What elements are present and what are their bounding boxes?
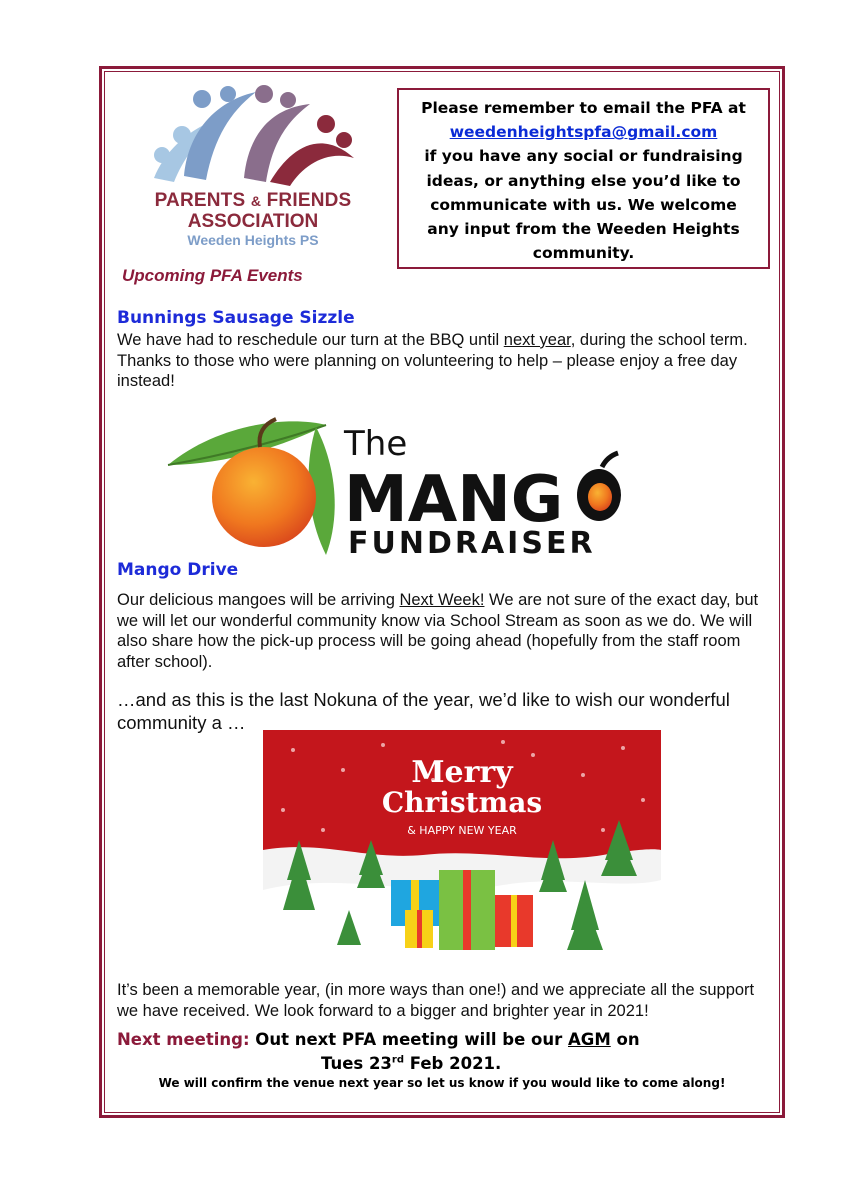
bunnings-text-b: , during the school term. Thanks to those who were planning on volunteering to help – please enjoy a free day instead! [117, 331, 748, 390]
date-month-year: Feb 2021. [404, 1054, 502, 1073]
email-reminder-box [397, 88, 770, 269]
memorable-year-paragraph: It’s been a memorable year, (in more ways than one!) and we appreciate all the support we have received. We look forward to a bigger and brighter year in 2021! [117, 981, 755, 1020]
mango-drive-heading: Mango Drive [117, 560, 239, 580]
next-meeting-label: Next meeting: [117, 1030, 250, 1049]
email-box-line5: communicate with us. We welcome [430, 195, 737, 214]
logo-text-school: Weeden Heights PS [187, 232, 319, 248]
email-box-line3: if you have any social or fundraising [424, 147, 743, 166]
next-meeting-text-b: on [610, 1030, 640, 1049]
next-meeting-agm: AGM [568, 1030, 611, 1049]
bunnings-text-a: We have had to reschedule our turn at the BBQ until [117, 331, 504, 349]
christmas-card-image [263, 730, 661, 963]
email-box-line7: community. [532, 244, 635, 263]
next-meeting-date [321, 1054, 501, 1073]
email-box-line1: Please remember to email the PFA at [421, 99, 746, 117]
logo-word-friends: FRIENDS [266, 190, 352, 211]
logo-ampersand: & [250, 193, 262, 209]
logo-text-association: ASSOCIATION [187, 211, 319, 232]
mango-drive-text-a: Our delicious mangoes will be arriving [117, 591, 400, 609]
next-meeting-text-a: Out next PFA meeting will be our [249, 1030, 568, 1049]
mango-fundraiser-banner [166, 405, 628, 557]
date-day: Tues 23 [321, 1054, 392, 1073]
bunnings-paragraph [117, 330, 757, 392]
card-christmas: Christmas [381, 786, 543, 819]
upcoming-events-title: Upcoming PFA Events [122, 266, 303, 285]
next-meeting-line [117, 1030, 640, 1049]
card-merry: Merry [411, 755, 513, 790]
email-box-line4: ideas, or anything else you’d like to [426, 171, 741, 190]
banner-the: The [344, 424, 408, 464]
venue-confirm-note: We will confirm the venue next year so let us know if you would like to come along! [158, 1076, 726, 1090]
email-box-line6: any input from the Weeden Heights [427, 220, 740, 239]
mango-fruit-icon [212, 447, 316, 547]
mango-drive-paragraph [117, 590, 762, 672]
nokuna-paragraph: …and as this is the last Nokuna of the year, we’d like to wish our wonderful community a … [117, 689, 730, 733]
logo-text-parents-friends [147, 190, 359, 212]
bunnings-heading: Bunnings Sausage Sizzle [117, 308, 355, 328]
date-suffix: rd [391, 1054, 405, 1066]
banner-fundraiser: FUNDRAISER [348, 526, 596, 557]
banner-mango: MANG [344, 463, 564, 537]
pfa-email-link[interactable]: weedenheightspfa@gmail.com [449, 123, 718, 142]
card-new-year: & HAPPY NEW YEAR [407, 824, 517, 837]
mango-drive-next-week: Next Week! [399, 591, 485, 609]
mango-drive-text-b: We are not sure of the exact day, but we will let our wonderful community know via School Stream as soon as we do. We will also share how the pick-up process will be going ahead (hopefully from the staff room after school). [117, 591, 759, 671]
bunnings-text-next-year: next year [503, 331, 571, 349]
logo-word-parents: PARENTS [154, 190, 246, 211]
